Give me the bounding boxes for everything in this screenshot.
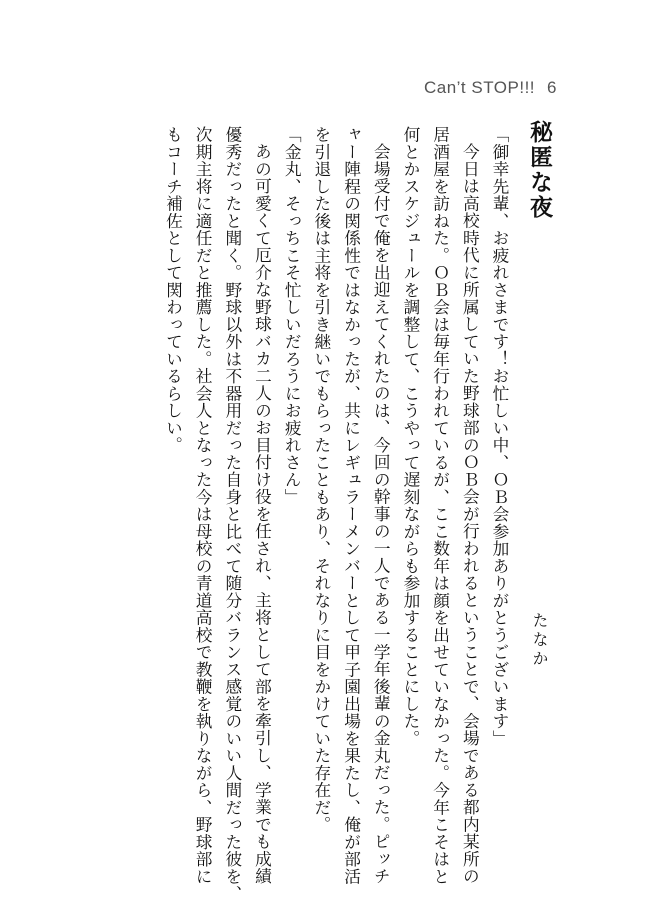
body-line: 居酒屋を訪ねた。ＯＢ会は毎年行われているが、ここ数年は顔を出せていなかった。今年こそはと — [430, 126, 451, 885]
story-title: 秘匿な夜 — [526, 120, 552, 220]
body-line: 何とかスケジュールを調整して、こうやって遅刻ながらも参加することにした。 — [400, 126, 421, 747]
body-line: 次期主将に適任だと推薦した。社会人となった今は母校の青道高校で教鞭を執りながら、野球部に — [193, 126, 214, 885]
body-line: あの可愛くて厄介な野球バカ二人のお目付け役を任され、主将として部を牽引し、学業でも成績 — [252, 143, 273, 885]
running-header — [424, 78, 557, 98]
body-line: ャー陣程の関係性ではなかったが、共にレギュラーメンバーとして甲子園出場を果たし、俺が部活 — [341, 126, 362, 885]
body-line: 今日は高校時代に所属していた野球部のＯＢ会が行われるということで、会場である都内某所の — [460, 143, 481, 885]
body-line: もコーチ補佐として関わっているらしい。 — [163, 126, 184, 454]
body-line: 「金丸、そっちこそ忙しいだろうにお疲れさん」 — [282, 126, 303, 506]
body-line: 優秀だったと聞く。野球以外は不器用だった自身と比べて随分バランス感覚のいい人間だった彼を、 — [222, 126, 243, 902]
body-line: を引退した後は主将を引き継いでもらったこともあり、それなりに目をかけていた存在だ。 — [311, 126, 332, 834]
body-text — [152, 126, 510, 902]
series-title: Can’t STOP!!! — [423, 78, 536, 97]
body-line: 「御幸先輩、お疲れさまです！お忙しい中、ＯＢ会参加ありがとうございます」 — [490, 126, 510, 747]
author-name: たなか — [530, 612, 549, 669]
page-number: 6 — [547, 78, 557, 97]
body-line: 会場受付で俺を出迎えてくれたのは、今回の幹事の一人である一学年後輩の金丸だった。ピッチ — [371, 143, 392, 885]
